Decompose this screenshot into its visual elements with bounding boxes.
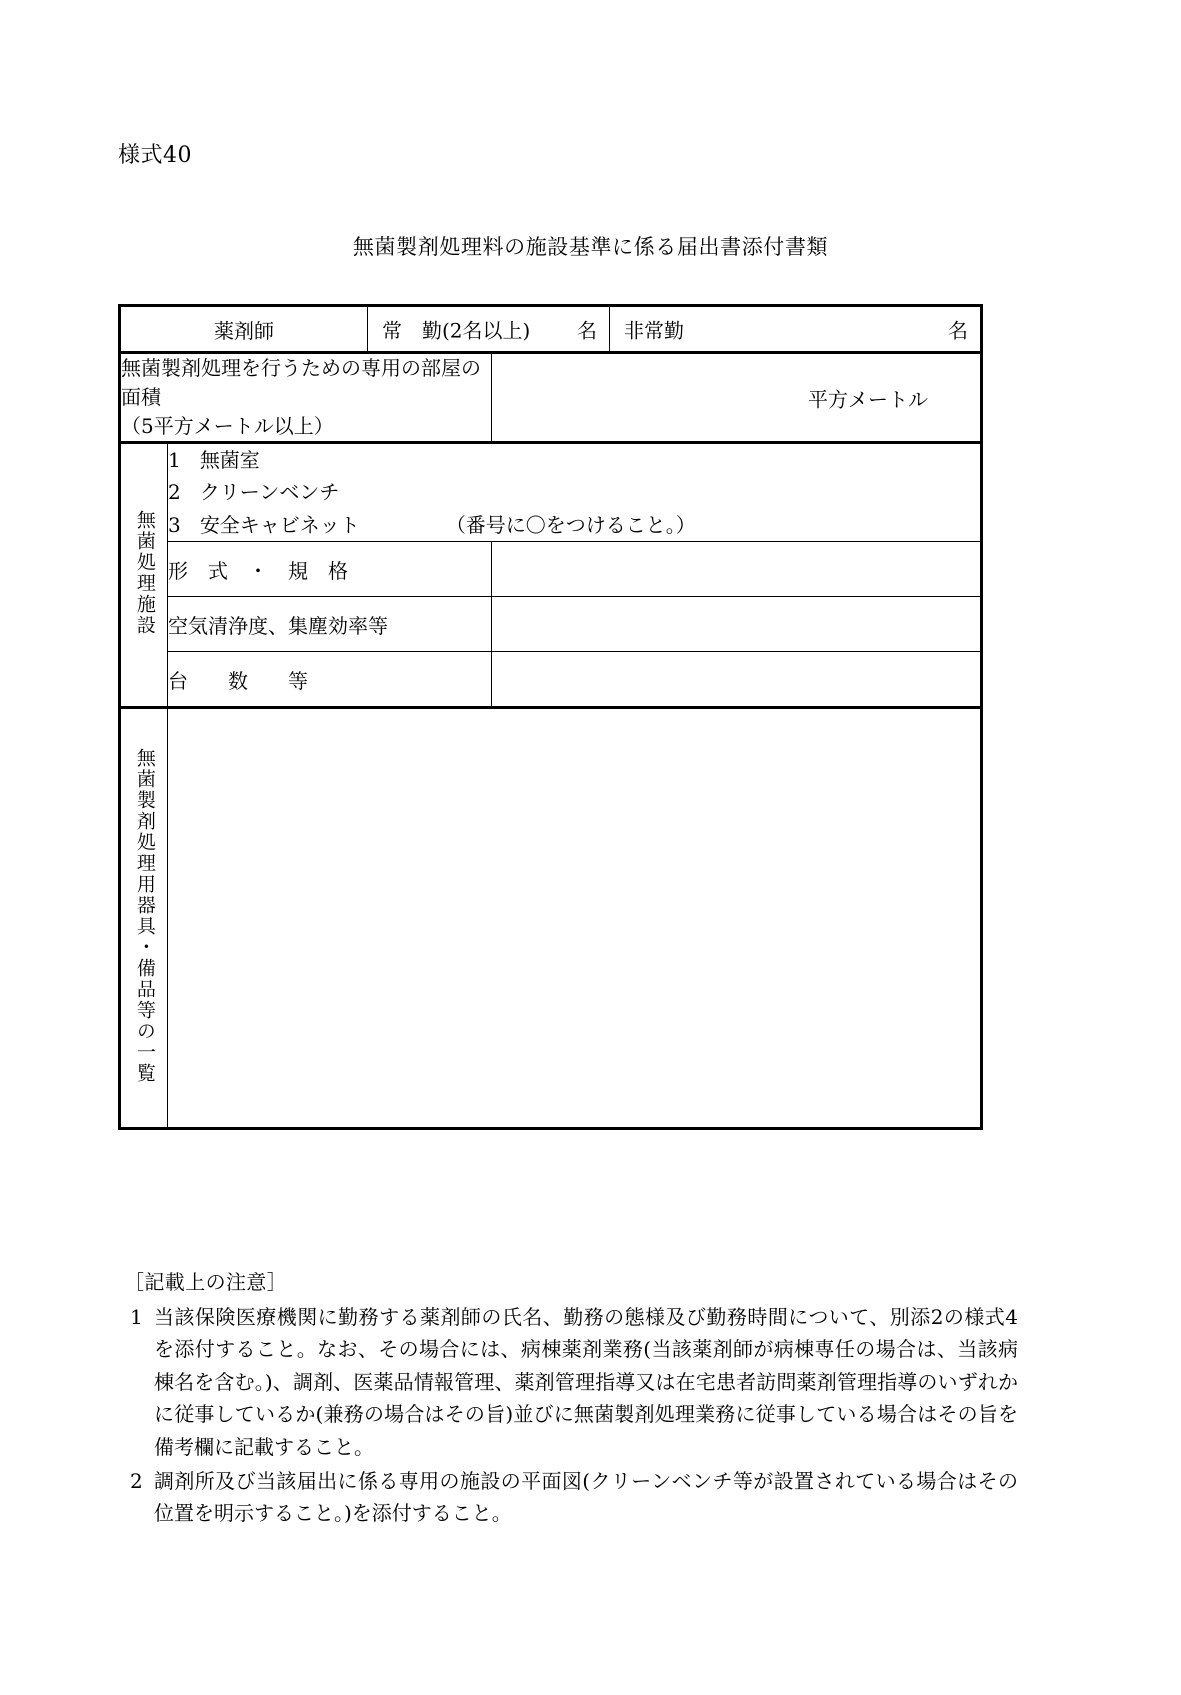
form-number: 様式40 [118,143,192,168]
table-row-unit-count [120,652,982,708]
equipment-vertical-label: 無菌製剤処理用器具・備品等の一覧 [133,747,156,1084]
notes-heading: ［記載上の注意］ [124,1270,288,1294]
parttime-cell[interactable] [610,306,982,353]
facility-vertical-label: 無菌処理施設 [133,509,156,636]
parttime-unit: 名 [948,318,969,343]
facility-vertical-label-cell [120,443,168,708]
note-1-text: 当該保険医療機関に勤務する薬剤師の氏名、勤務の態様及び勤務時間について、別添2の様式4を添付すること。なお、その場合には、病棟薬剤業務(当該薬剤師が病棟専任の場合は、当該病棟名を含む。)、調剤、医薬品情報管理、薬剤管理指導又は在宅患者訪問薬剤管理指導のいずれかに従事しているか(兼務の場合はその旨)並びに無菌製剤処理業務に従事している場合はその旨を備考欄に記載すること。 [154,1305,1018,1459]
note-item [118,1301,1018,1463]
facility-options-cell[interactable] [168,443,982,542]
note-1-number: 1 [130,1305,143,1329]
facility-option-2[interactable] [168,476,980,508]
unit-count-label-cell [168,652,492,708]
table-row-pharmacist [120,306,982,353]
facility-option-2-text: クリーンベンチ [199,480,340,505]
fulltime-cell[interactable] [368,306,610,353]
room-area-label-line1: 無菌製剤処理を行うための専用の部屋の面積 [121,356,481,409]
type-spec-value-cell[interactable] [492,542,982,597]
note-item [118,1465,1018,1530]
room-area-unit: 平方メートル [808,387,929,411]
parttime-label: 非常勤 [624,318,685,343]
form-table [118,304,983,1130]
unit-count-value-cell[interactable] [492,652,982,708]
table-row-air-cleanliness [120,597,982,652]
room-area-label-line2: （5平方メートル以上） [121,414,334,438]
facility-option-3-number: 3 [168,512,181,537]
pharmacist-label-cell [120,306,368,353]
table-row-type-spec [120,542,982,597]
facility-option-1[interactable] [168,444,980,476]
unit-count-label: 台 数 等 [168,668,308,693]
note-2-number: 2 [130,1468,143,1493]
air-cleanliness-label-cell [168,597,492,652]
facility-option-2-number: 2 [168,480,181,505]
air-cleanliness-value-cell[interactable] [492,597,982,652]
room-area-value-cell[interactable] [492,353,982,443]
type-spec-label: 形 式 ・ 規 格 [168,558,348,583]
form-table-wrapper [118,304,980,1130]
facility-option-1-number: 1 [168,448,181,472]
table-row-room-area [120,353,982,443]
facility-option-3-text: 安全キャビネット [199,512,360,537]
fulltime-label: 常 勤(2名以上) [382,318,531,343]
table-row-equipment-list [120,708,982,1129]
equipment-vertical-label-cell [120,708,168,1129]
table-row-facility-options [120,443,982,542]
facility-option-1-text: 無菌室 [199,448,260,472]
note-2-text: 調剤所及び当該届出に係る専用の施設の平面図(クリーンベンチ等が設置されている場合はその位置を明示すること。)を添付すること。 [154,1468,1018,1526]
type-spec-label-cell [168,542,492,597]
equipment-list-value-cell[interactable] [168,708,982,1129]
room-area-label-cell [120,353,492,443]
air-cleanliness-label: 空気清浄度、集塵効率等 [168,613,388,638]
fulltime-unit: 名 [577,318,598,343]
facility-option-3[interactable] [168,509,980,541]
notes-section [118,1266,1018,1532]
pharmacist-label: 薬剤師 [214,318,274,343]
facility-options-note: （番号に〇をつけること。） [445,512,696,537]
document-title: 無菌製剤処理料の施設基準に係る届出書添付書類 [352,235,829,259]
